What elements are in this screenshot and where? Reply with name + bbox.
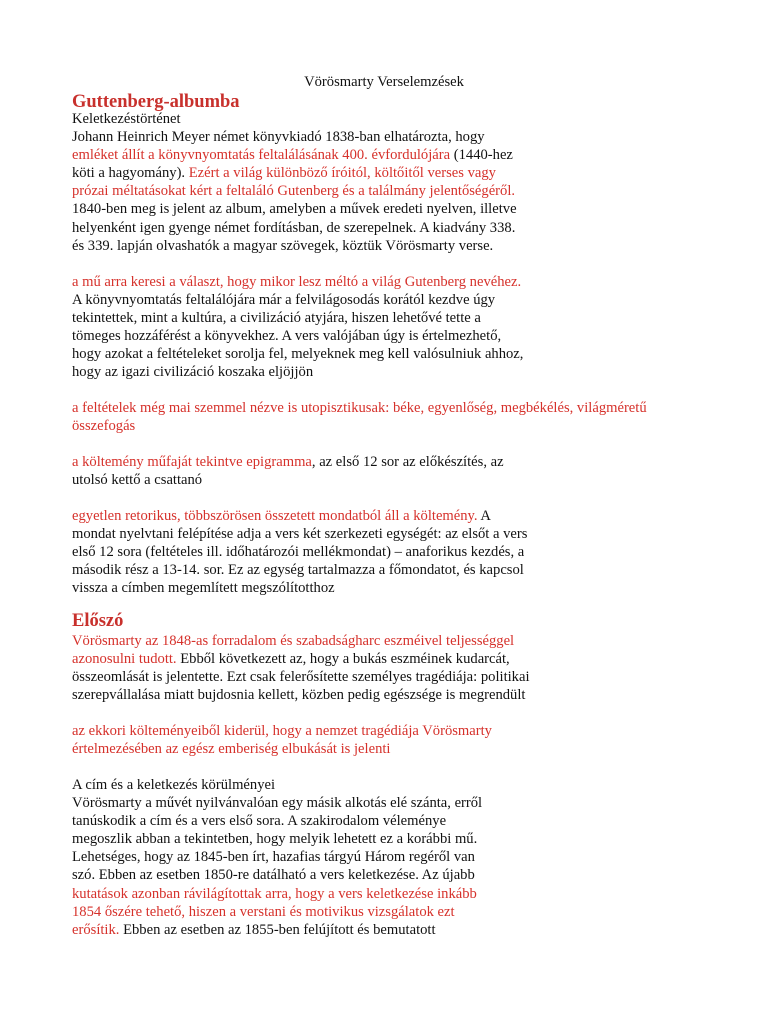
text-line [72,668,712,686]
body-text: Vörösmarty a művét nyilvánvalóan egy másik alkotás elé szánta, erről [72,795,483,812]
highlighted-text: prózai méltatásokat kért a feltaláló Gutenberg és a találmány jelentőségéről. [72,183,516,200]
highlighted-text: a mű arra keresi a választ, hogy mikor lesz méltó a világ Gutenberg nevéhez. [72,274,522,290]
highlighted-text: emléket állít a könyvnyomtatás feltalálásának 400. évfordulójára [72,147,451,164]
text-line [72,291,712,309]
body-text: összeomlását is jelentette. Ezt csak felerősítette személyes tragédiája: politikai [72,669,530,686]
text-line [72,921,712,939]
highlighted-text: a költemény műfaját tekintve epigramma [72,454,312,470]
text-line [72,219,712,237]
highlighted-text: kutatások azonban rávilágítottak arra, hogy a vers keletkezése inkább [72,885,477,902]
body-text: hogy azokat a feltételeket sorolja fel, melyeknek meg kell valósulniuk ahhoz, [72,346,524,363]
body-text: második rész a 13-14. sor. Ez az egység tartalmazza a főmondatot, és kapcsol [72,562,524,579]
text-line [72,471,712,489]
text-line [72,110,712,128]
body-text: Lehetséges, hogy az 1845-ben írt, hazafias tárgyú Három regéről van [72,849,475,866]
text-line [72,776,712,794]
text-line [72,830,712,848]
text-line [72,237,712,255]
text-line [72,128,712,146]
paragraph [72,722,712,758]
body-text: szó. Ebben az esetben 1850-re datálható a vers keletkezése. Az újabb [72,867,475,884]
text-line [72,453,712,471]
text-line [72,812,712,830]
paragraph [72,453,712,489]
body-text: utolsó kettő a csattanó [72,472,203,489]
text-line [72,146,712,164]
highlighted-text: erősítik. [72,921,120,938]
body-text: helyenként igen gyenge német fordításban, de szerepelnek. A kiadvány 338. [72,219,516,236]
text-line [72,525,712,543]
text-line [72,686,712,704]
text-line [72,650,712,668]
text-line [72,848,712,866]
text-line [72,327,712,345]
highlighted-text: a feltételek még mai szemmel nézve is utopisztikusak: béke, egyenlőség, megbékélés, világméretű [72,400,647,416]
body-text: tanúskodik a cím és a vers első sora. A szakirodalom véleménye [72,813,447,830]
body-text: tömeges hozzáférést a könyvekhez. A vers valójában úgy is értelmezhető, [72,328,502,345]
document-title: Vörösmarty Verselemzések [304,74,464,90]
text-line [72,903,712,921]
text-line [72,182,712,200]
highlighted-text: 1854 őszére tehető, hiszen a verstani és motivikus vizsgálatok ezt [72,903,455,920]
text-line [72,579,712,597]
text-line [72,543,712,561]
highlighted-text: az ekkori költeményeiből kiderül, hogy a nemzet tragédiája Vörösmarty [72,723,492,739]
highlighted-text: Ezért a világ különböző íróitól, költőitől verses vagy [188,165,496,182]
text-line [72,345,712,363]
body-text: , az első 12 sor az előkészítés, az [311,454,504,470]
text-line [72,866,712,884]
paragraph [72,776,712,939]
body-text: vissza a címben megemlített megszólítotthoz [72,580,335,597]
paragraph [72,110,712,255]
highlighted-text: Vörösmarty az 1848-as forradalom és szabadságharc eszméivel teljességgel [72,633,515,649]
highlighted-text: azonosulni tudott. [72,651,177,668]
body-text: szerepvállalása miatt bujdosnia kellett, közben pedig egészsége is megrendült [72,687,526,704]
section-heading-eloszo: Előszó [72,611,124,631]
highlighted-text: összefogás [72,418,136,435]
body-text: (1440-hez [450,147,513,164]
body-text: hogy az igazi civilizáció koszaka eljöjjön [72,364,314,381]
body-text: köti a hagyomány). [72,165,189,182]
text-line [72,417,712,435]
paragraph [72,507,712,597]
text-line [72,740,712,758]
text-line [72,632,712,650]
body-text: 1840-ben meg is jelent az album, amelyben a művek eredeti nyelven, illetve [72,201,517,218]
text-line [72,399,712,417]
text-line [72,722,712,740]
body-text: első 12 sora (feltételes ill. időhatározói mellékmondat) – anaforikus kezdés, a [72,544,525,561]
highlighted-text: egyetlen retorikus, többszörösen összetett mondatból áll a költemény. [72,508,478,524]
text-line [72,507,712,525]
body-text: Keletkezéstörténet [72,111,181,127]
body-text: megoszlik abban a tekintetben, hogy melyik lehetett ez a korábbi mű. [72,831,478,848]
paragraph [72,632,712,704]
body-text: A cím és a keletkezés körülményei [72,777,276,793]
body-text: A könyvnyomtatás feltalálójára már a felvilágosodás korától kezdve úgy [72,292,496,309]
section-heading-guttenberg: Guttenberg-albumba [72,92,240,112]
body-text: és 339. lapján olvashatók a magyar szövegek, köztük Vörösmarty verse. [72,237,494,254]
paragraph [72,273,712,382]
text-line [72,561,712,579]
text-line [72,273,712,291]
paragraph [72,399,712,435]
body-text: Ebben az esetben az 1855-ben felújított és bemutatott [119,921,436,938]
body-text: Johann Heinrich Meyer német könyvkiadó 1838-ban elhatározta, hogy [72,129,485,146]
text-line [72,794,712,812]
body-text: tekintettek, mint a kultúra, a civilizáció atyjára, hiszen lehetővé tette a [72,310,481,327]
text-line [72,309,712,327]
body-text: A [477,508,491,524]
text-line [72,363,712,381]
text-line [72,164,712,182]
body-text: mondat nyelvtani felépítése adja a vers két szerkezeti egységét: az elsőt a vers [72,526,528,543]
highlighted-text: értelmezésében az egész emberiség elbukását is jelenti [72,741,391,758]
body-text: Ebből következett az, hogy a bukás eszméinek kudarcát, [176,651,510,668]
text-line [72,200,712,218]
text-line [72,885,712,903]
